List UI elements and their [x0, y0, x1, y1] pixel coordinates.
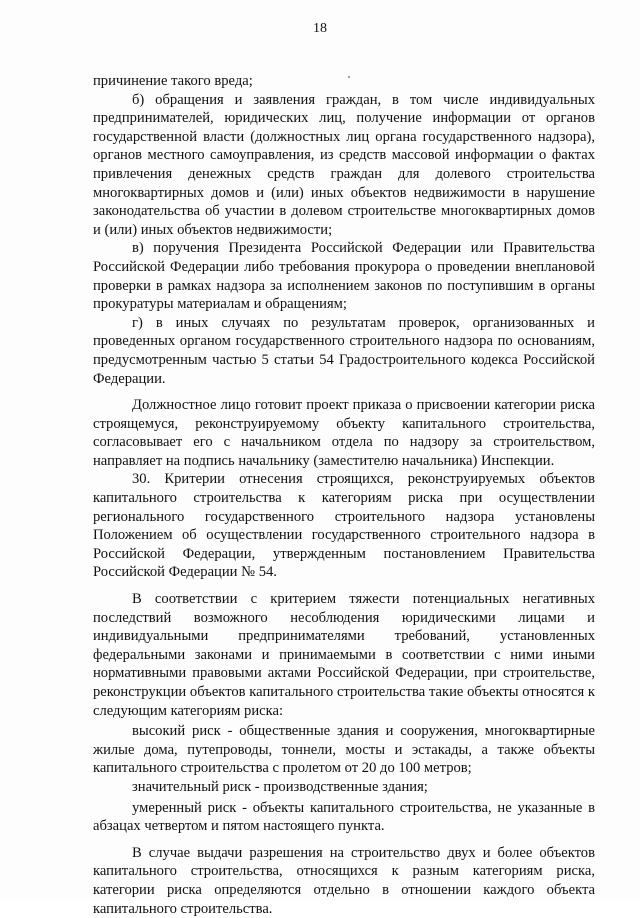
page-number: 18 [313, 21, 327, 36]
document-body [93, 72, 595, 918]
paragraph-high-risk: высокий риск - общественные здания и сооружения, многоквартирные жилые дома, путепроводы, тоннели, мосты и эстакады, а также объекты капитального строительства с пролетом от 20 до 100 метров; [93, 723, 595, 777]
paragraph-risk-criteria: В соответствии с критерием тяжести потенциальных негативных последствий возможного несоблюдения юридическими лицами и индивидуальными предпринимателями требований, установленных федеральными законами и принимаемыми в соответствии с ними иными нормативными правовыми актами Российской Федерации, при строительстве, реконструкции объектов капитального строительства такие объекты относятся к следующим категориям риска: [93, 591, 595, 719]
paragraph-official-order: Должностное лицо готовит проект приказа о присвоении категории риска строящемуся, реконструируемому объекту капитального строительства, согласовывает его с начальником отдела по надзору за строительством, направляет на подпись начальнику (заместителю начальника) Инспекции. [93, 397, 595, 469]
paragraph-multiple-objects: В случае выдачи разрешения на строительство двух и более объектов капитального строительства, относящихся к разным категориям риска, категории риска определяются отдельно в отношении каждого объекта капитального строительства. [93, 844, 595, 917]
paragraph-moderate-risk: умеренный риск - объекты капитального строительства, не указанные в абзацах четвертом и пятом настоящего пункта. [93, 799, 595, 835]
paragraph-item-v: в) поручения Президента Российской Федерации или Правительства Российской Федерации либо требования прокурора о проведении внеплановой проверки в рамках надзора за исполнением законов по поступившим в органы прокуратуры материалам и обращениям; [93, 240, 595, 313]
paragraph-continuation: причинение такого вреда; [93, 73, 253, 89]
paragraph-item-g: г) в иных случаях по результатам проверок, организованных и проведенных органом государственного строительного надзора по основаниям, предусмотренным частью 5 статьи 54 Градостроительного кодекса Российской Федерации. [93, 314, 595, 387]
paragraph-item-b: б) обращения и заявления граждан, в том числе индивидуальных предпринимателей, юридических лиц, получение информации от органов государственной власти (должностных лиц органа государственного надзора), органов местного самоуправления, из средств массовой информации о фактах привлечения денежных средств граждан для долевого строительства многоквартирных домов и (или) иных объектов недвижимости в нарушение законодательства об участии в долевом строительстве многоквартирных домов и (или) иных объектов недвижимости; [93, 91, 595, 238]
paragraph-clause-30: 30. Критерии отнесения строящихся, реконструируемых объектов капитального строительства к категориям риска при осуществлении регионального государственного строительного надзора установлены Положением об осуществлении государственного строительного надзора в Российской Федерации, утвержденным постановлением Правительства Российской Федерации № 54. [93, 471, 595, 581]
paragraph-significant-risk: значительный риск - производственные здания; [132, 778, 428, 795]
